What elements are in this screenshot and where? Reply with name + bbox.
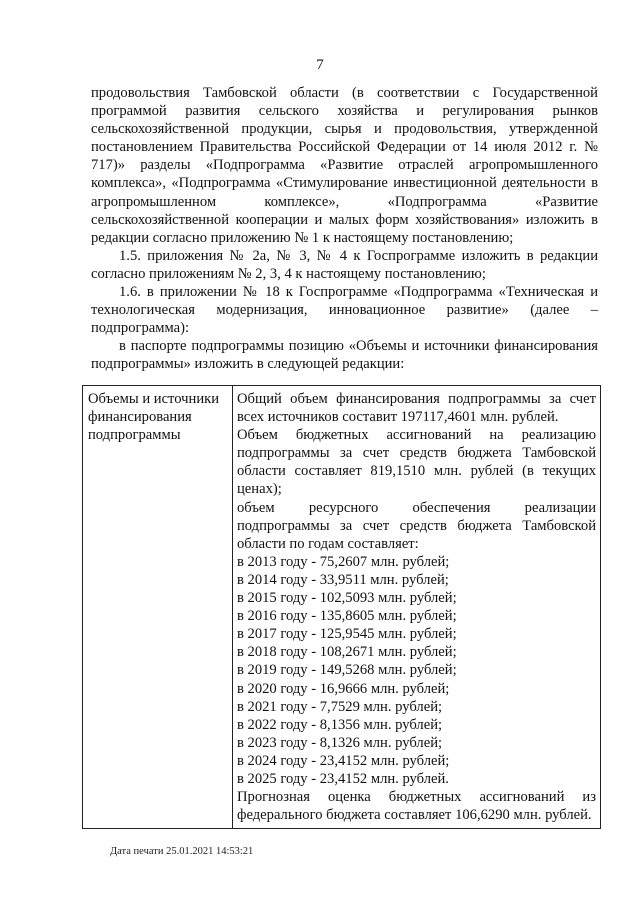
year-amount: в 2017 году - 125,9545 млн. рублей; [237, 626, 457, 643]
resource-support-text: объем ресурсного обеспечения реализации подпрограммы за счет средств бюджета Тамбовской области по годам составляет: [237, 499, 596, 552]
print-date-footer: Дата печати 25.01.2021 14:53:21 [110, 846, 254, 857]
total-financing-text: Общий объем финансирования подпрограммы за счет всех источников составит 197117,4601 млн. рублей. [237, 391, 596, 426]
year-amount: в 2016 году - 135,8605 млн. рублей; [237, 608, 457, 625]
table-row [83, 386, 601, 829]
paragraph-1-6 [91, 283, 598, 337]
financing-table [82, 385, 601, 829]
document-body [91, 84, 598, 374]
paragraph-1-4-continuation [91, 84, 598, 247]
page-number: 7 [316, 57, 324, 73]
text-line: сельскохозяйственной кооперации и малых форм хозяйствования» изложить [91, 211, 592, 228]
year-amount: в 2023 году - 8,1326 млн. рублей; [237, 734, 443, 751]
text-line: деятельности в агропромышленном комплексе», «Подпрограмма «Развитие [91, 175, 599, 210]
federal-forecast-text: Прогнозная оценка бюджетных ассигнований из федерального бюджета составляет 106,6290 млн. рублей. [237, 789, 596, 824]
year-amount: в 2014 году - 33,9511 млн. рублей; [237, 571, 449, 588]
text-line: и технологическая модернизация, инновационное развитие» (далее – [91, 284, 598, 319]
table-label-cell: Объемы и источники финансирования подпрограммы [83, 386, 233, 829]
text-line: сельскохозяйственной продукции, сырья и продовольствия, утвержденной [91, 121, 598, 138]
text-line: 1.6. в приложении № 18 к Госпрограмме «Подпрограмма «Техническая [119, 284, 591, 301]
text-line: согласно приложениям № 2, 3, 4 к настоящему постановлению; [91, 265, 486, 282]
text-line: 1.5. приложения № 2а, № 3, № 4 к Госпрограмме изложить в редакции [119, 247, 598, 264]
year-amount: в 2013 году - 75,2607 млн. рублей; [237, 553, 450, 570]
paragraph-1-5 [91, 247, 598, 283]
year-amount: в 2024 году - 23,4152 млн. рублей; [237, 752, 450, 769]
text-line: подпрограмма): [91, 320, 190, 337]
text-line: программой развития сельского хозяйства и регулирования рынков [91, 103, 598, 120]
text-line: комплекса», «Подпрограмма «Стимулирование инвестиционной [91, 175, 503, 192]
text-line: в редакции согласно приложению № 1 к настоящему постановлению; [91, 211, 598, 246]
text-line: продовольствия Тамбовской области (в соответствии с Государственной [91, 85, 598, 101]
year-amount: в 2019 году - 149,5268 млн. рублей; [237, 662, 457, 679]
paragraph-passport [91, 337, 598, 373]
text-line: в паспорте подпрограммы позицию «Объемы и источники [119, 338, 495, 355]
year-amount: в 2022 году - 8,1356 млн. рублей; [237, 716, 443, 733]
text-line: № 717)» разделы «Подпрограмма «Развитие отраслей агропромышленного [91, 139, 598, 174]
year-amount: в 2025 году - 23,4152 млн. рублей. [237, 770, 449, 787]
year-amount: в 2020 году - 16,9666 млн. рублей; [237, 680, 450, 697]
year-amount: в 2018 году - 108,2671 млн. рублей; [237, 644, 457, 661]
text-line: финансирования подпрограммы» изложить в следующей редакции: [91, 338, 598, 373]
year-amount: в 2015 году - 102,5093 млн. рублей; [237, 590, 457, 607]
budget-allocation-text: Объем бюджетных ассигнований на реализацию подпрограммы за счет средств бюджета Тамбовской области составляет 819,1510 млн. рублей (в текущих ценах); [237, 427, 596, 498]
table-value-cell [233, 386, 601, 829]
text-line: постановлением Правительства Российской Федерации от 14 июля 2012 г. [91, 139, 585, 156]
year-amount: в 2021 году - 7,7529 млн. рублей; [237, 698, 443, 715]
